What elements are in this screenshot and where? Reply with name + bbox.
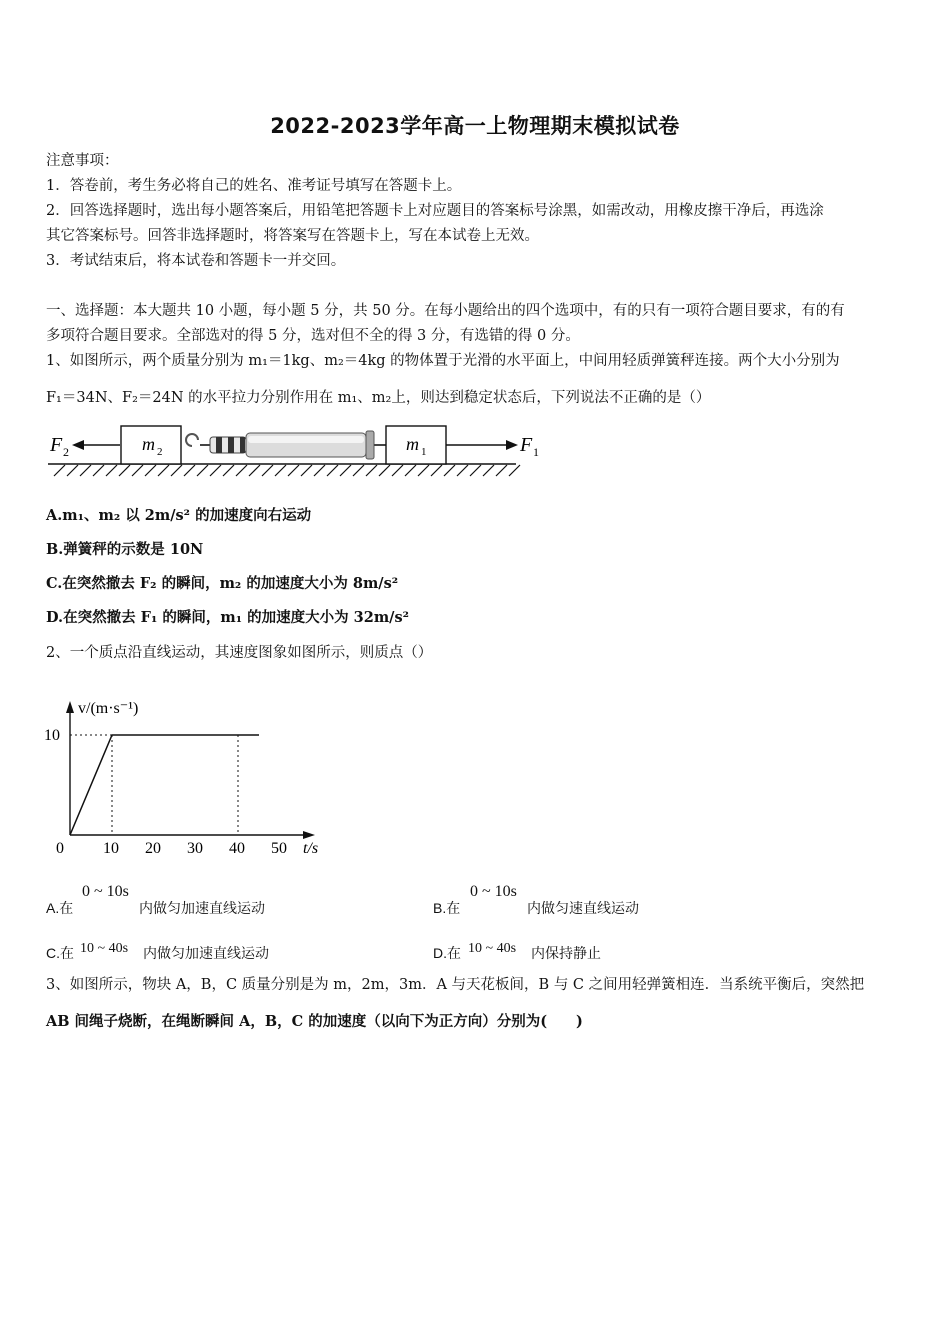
- notes-heading: 注意事项：: [46, 153, 119, 169]
- page-title: 2022-2023学年高一上物理期末模拟试卷: [270, 114, 680, 138]
- hatch-mark: [366, 465, 377, 476]
- q2-option-a-range: 0 ~ 10s: [82, 883, 129, 900]
- q1-stem: 1、如图所示，两个质量分别为 m₁＝1kg、m₂＝4kg 的物体置于光滑的水平面上，中间用轻质弹簧秤连接。两个大小分别为: [46, 353, 840, 369]
- hatch-mark: [119, 465, 130, 476]
- spring-balance: [186, 431, 386, 459]
- x-axis-arrowhead: [303, 831, 315, 839]
- hatch-mark: [54, 465, 65, 476]
- hatch-mark: [301, 465, 312, 476]
- hatch-mark: [288, 465, 299, 476]
- section-intro: 一、选择题：本大题共 10 小题，每小题 5 分，共 50 分。在每小题给出的四个选项中，有的只有一项符合题目要求，有的有: [46, 303, 845, 319]
- balance-hook: [186, 434, 198, 446]
- note-item: 2．回答选择题时，选出每小题答案后，用铅笔把答题卡上对应题目的答案标号涂黑，如需改动，用橡皮擦干净后，再选涂: [46, 203, 824, 219]
- hatch-mark: [444, 465, 455, 476]
- y-axis-label: v/(m·s⁻¹): [78, 700, 139, 717]
- hatch-mark: [249, 465, 260, 476]
- x-tick-label: 30: [187, 840, 203, 857]
- q2-option-d-prefix: D.在: [433, 945, 461, 961]
- hatch-mark: [340, 465, 351, 476]
- hatch-mark: [483, 465, 494, 476]
- q2-option-c-range: 10 ~ 40s: [80, 941, 129, 956]
- velocity-line: [70, 735, 259, 835]
- m2-sub: 2: [157, 446, 163, 458]
- x-tick-label: 40: [229, 840, 245, 857]
- hatch-mark: [431, 465, 442, 476]
- x-axis-label: t/s: [303, 840, 319, 857]
- vt-chart: [40, 675, 330, 865]
- q2-option-b-prefix: B.在: [433, 900, 461, 916]
- q1-option-b: B.弹簧秤的示数是 10N: [46, 541, 204, 558]
- q2-option-c-prefix: C.在: [46, 945, 74, 961]
- x-tick-label: 10: [103, 840, 119, 857]
- f2-label: F: [50, 434, 63, 456]
- f2-arrowhead: [72, 440, 84, 450]
- q2-option-d-range: 10 ~ 40s: [468, 941, 517, 956]
- x-tick-label: 0: [56, 840, 64, 857]
- hatch-mark: [210, 465, 221, 476]
- note-item: 3．考试结束后，将本试卷和答题卡一并交回。: [46, 253, 346, 269]
- hatch-mark: [262, 465, 273, 476]
- q2-option-b-range: 0 ~ 10s: [470, 883, 517, 900]
- note-item: 1．答卷前，考生务必将自己的姓名、准考证号填写在答题卡上。: [46, 178, 462, 194]
- q2-option-a-prefix: A.在: [46, 900, 74, 916]
- q2-option-b-text: 内做匀速直线运动: [527, 900, 639, 916]
- hatch-mark: [145, 465, 156, 476]
- hatch-mark: [106, 465, 117, 476]
- m1-sub: 1: [421, 446, 427, 458]
- hatch-mark: [379, 465, 390, 476]
- hatch-mark: [93, 465, 104, 476]
- hatch-mark: [314, 465, 325, 476]
- q1-stem-cont: F₁＝34N、F₂＝24N 的水平拉力分别作用在 m₁、m₂上，则达到稳定状态后，下列说法不正确的是（）: [46, 390, 711, 406]
- hatch-mark: [184, 465, 195, 476]
- f1-label: F: [520, 434, 533, 456]
- hatch-mark: [418, 465, 429, 476]
- hatch-mark: [223, 465, 234, 476]
- y-tick-label: 10: [44, 727, 60, 744]
- hatch-mark: [392, 465, 403, 476]
- m1-label: m: [406, 434, 419, 454]
- hatch-mark: [509, 465, 520, 476]
- q1-option-a: A.m₁、m₂ 以 2m/s² 的加速度向右运动: [46, 507, 312, 524]
- x-tick-label: 20: [145, 840, 161, 857]
- hatch-mark: [197, 465, 208, 476]
- q3-stem: 3、如图所示，物块 A，B，C 质量分别是为 m，2m，3m．A 与天花板间，B 与 C 之间用轻弹簧相连．当系统平衡后，突然把: [46, 977, 865, 993]
- m2-label: m: [142, 434, 155, 454]
- hatch-mark: [327, 465, 338, 476]
- section-intro-cont: 多项符合题目要求。全部选对的得 5 分，选对但不全的得 3 分，有选错的得 0 分。: [46, 328, 580, 344]
- hatch-mark: [158, 465, 169, 476]
- x-tick-label: 50: [271, 840, 287, 857]
- q2-option-a-text: 内做匀加速直线运动: [139, 900, 265, 916]
- hatch-mark: [405, 465, 416, 476]
- hatch-mark: [353, 465, 364, 476]
- hatch-mark: [275, 465, 286, 476]
- q3-stem-cont: AB 间绳子烧断，在绳断瞬间 A，B，C 的加速度（以向下为正方向）分别为( ): [46, 1013, 583, 1030]
- f2-sub: 2: [63, 445, 69, 459]
- f1-arrowhead: [506, 440, 518, 450]
- hatch-mark: [496, 465, 507, 476]
- q2-option-c-text: 内做匀加速直线运动: [143, 945, 269, 961]
- hatch-mark: [67, 465, 78, 476]
- f1-sub: 1: [533, 445, 539, 459]
- note-item: 其它答案标号。回答非选择题时，将答案写在答题卡上，写在本试卷上无效。: [46, 228, 539, 244]
- q1-figure: [40, 418, 550, 484]
- hatch-mark: [457, 465, 468, 476]
- hatch-mark: [132, 465, 143, 476]
- hatch-mark: [236, 465, 247, 476]
- y-axis-arrowhead: [66, 701, 74, 713]
- q1-option-c: C.在突然撤去 F₂ 的瞬间，m₂ 的加速度大小为 8m/s²: [46, 575, 399, 592]
- q1-option-d: D.在突然撤去 F₁ 的瞬间，m₁ 的加速度大小为 32m/s²: [46, 609, 409, 626]
- hatch-mark: [470, 465, 481, 476]
- hatch-mark: [171, 465, 182, 476]
- q2-stem: 2、一个质点沿直线运动，其速度图象如图所示，则质点（）: [46, 645, 433, 661]
- hatch-mark: [80, 465, 91, 476]
- ground-hatch: [54, 465, 520, 476]
- q2-option-d-text: 内保持静止: [531, 945, 601, 961]
